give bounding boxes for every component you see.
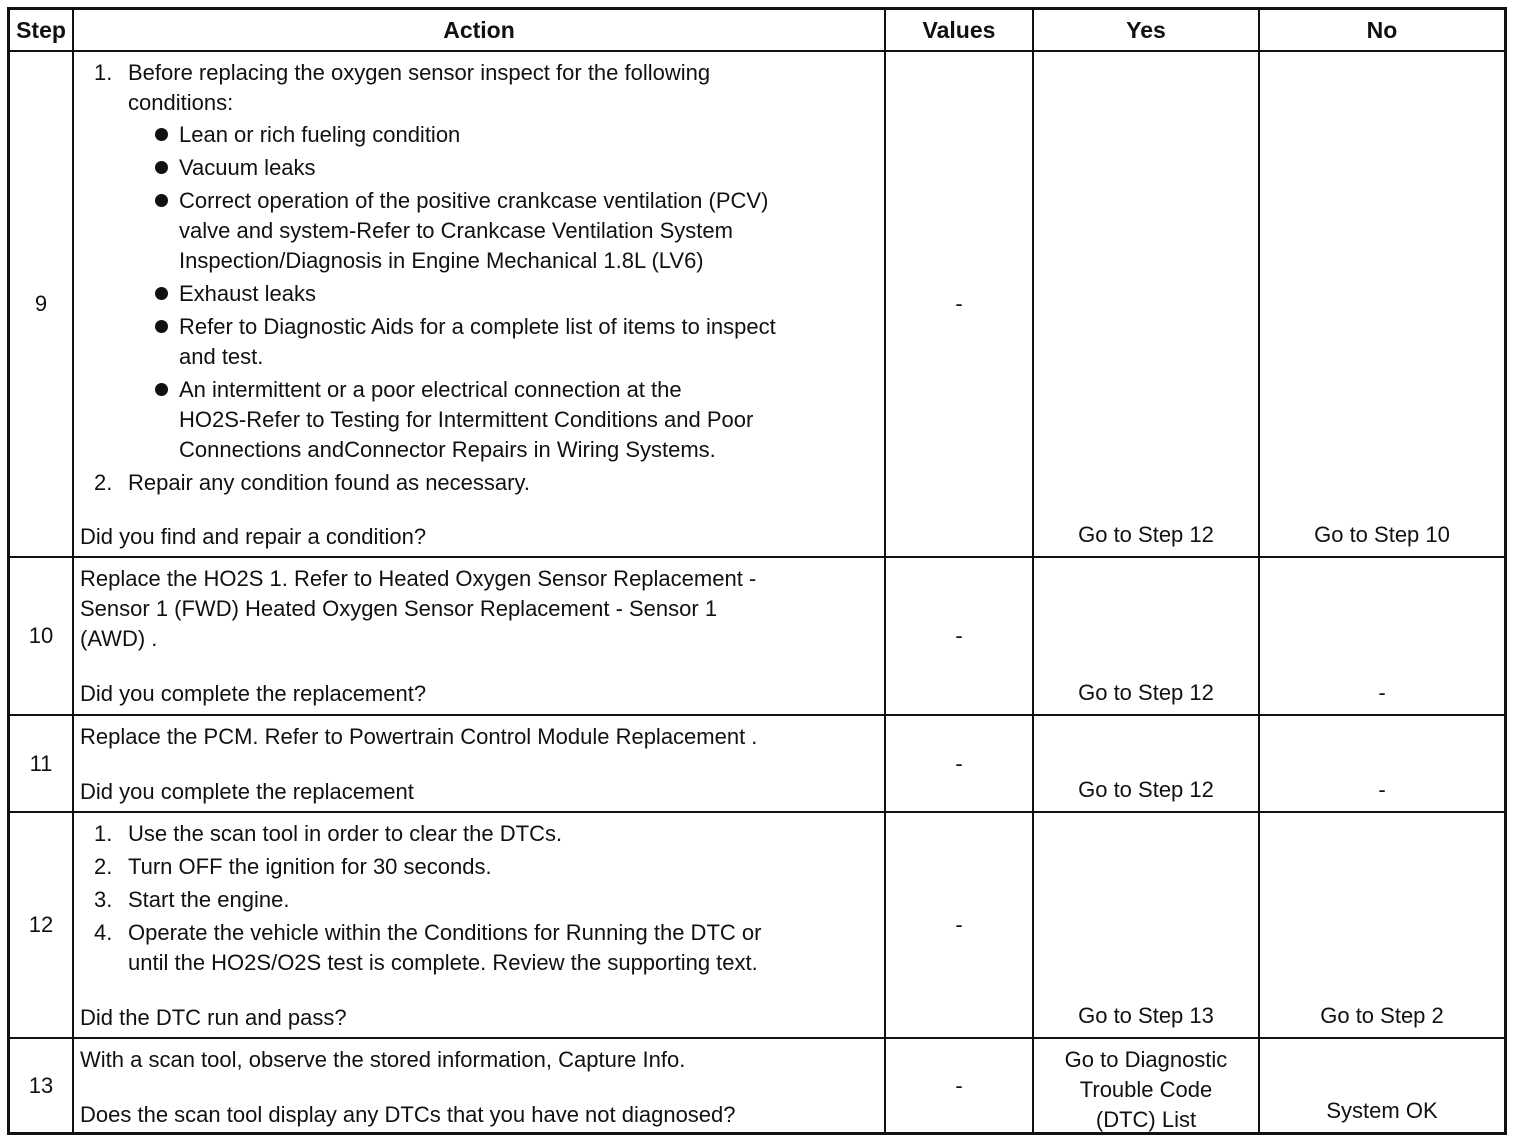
yes-cell: Go to Step 12 <box>1034 52 1260 556</box>
list-number: 2. <box>94 854 113 879</box>
action-text: Replace the HO2S 1. Refer to Heated Oxygen Sensor Replacement - <box>80 566 757 591</box>
bullet-icon <box>155 194 168 207</box>
yes-link-text: Go to Diagnostic <box>1064 1047 1228 1072</box>
bullet-icon <box>155 287 168 300</box>
list-item-text: Before replacing the oxygen sensor inspect for the following <box>128 60 711 85</box>
table-header-row <box>10 10 1504 52</box>
list-item-text: Operate the vehicle within the Conditions for Running the DTC or <box>128 920 762 945</box>
list-number: 4. <box>94 920 113 945</box>
action-question: Does the scan tool display any DTCs that you have not diagnosed? <box>80 1102 736 1127</box>
action-cell <box>74 558 886 714</box>
step-number: 11 <box>10 716 74 811</box>
list-item-text: conditions: <box>128 90 234 115</box>
list-number: 2. <box>94 470 113 495</box>
table-row-step-11 <box>10 716 1504 813</box>
yes-cell: Go to Step 13 <box>1034 813 1260 1037</box>
bullet-icon <box>155 128 168 141</box>
bullet-text: valve and system-Refer to Crankcase Ventilation System <box>179 218 733 243</box>
step-number: 13 <box>10 1039 74 1132</box>
header-action: Action <box>74 10 886 50</box>
yes-link-text: Trouble Code <box>1079 1077 1213 1102</box>
bullet-text: Correct operation of the positive crankcase ventilation (PCV) <box>179 188 769 213</box>
header-step: Step <box>10 10 74 50</box>
values-cell: - <box>886 52 1034 556</box>
no-cell: System OK <box>1326 1098 1438 1123</box>
action-question: Did you find and repair a condition? <box>80 524 427 549</box>
action-cell <box>74 716 886 811</box>
action-cell <box>74 52 886 556</box>
no-cell: Go to Step 10 <box>1314 522 1450 547</box>
table-row-step-13 <box>10 1039 1504 1132</box>
list-item-text: Repair any condition found as necessary. <box>128 470 530 495</box>
values-cell: - <box>886 716 1034 811</box>
bullet-icon <box>155 161 168 174</box>
no-cell: - <box>1378 680 1386 705</box>
list-number: 1. <box>94 821 113 846</box>
action-cell <box>74 1039 886 1132</box>
list-item-text: Turn OFF the ignition for 30 seconds. <box>128 854 492 879</box>
table-row-step-10 <box>10 558 1504 716</box>
bullet-text: Inspection/Diagnosis in Engine Mechanical 1.8L (LV6) <box>179 248 704 273</box>
values-cell: - <box>886 1039 1034 1132</box>
bullet-text: An intermittent or a poor electrical connection at the <box>179 377 682 402</box>
action-question: Did the DTC run and pass? <box>80 1005 347 1030</box>
action-question: Did you complete the replacement <box>80 779 414 804</box>
bullet-text: Vacuum leaks <box>179 155 316 180</box>
list-item-text: Use the scan tool in order to clear the DTCs. <box>128 821 563 846</box>
action-question: Did you complete the replacement? <box>80 681 427 706</box>
yes-cell <box>1034 1039 1260 1132</box>
bullet-text: and test. <box>179 344 264 369</box>
no-cell: - <box>1378 777 1386 802</box>
list-item-text: Start the engine. <box>128 887 290 912</box>
table-row-step-12 <box>10 813 1504 1039</box>
diagnostic-table <box>7 7 1507 1135</box>
bullet-icon <box>155 383 168 396</box>
bullet-text: Exhaust leaks <box>179 281 316 306</box>
values-cell: - <box>886 813 1034 1037</box>
yes-cell: Go to Step 12 <box>1034 558 1260 714</box>
action-text: Sensor 1 (FWD) Heated Oxygen Sensor Replacement - Sensor 1 <box>80 596 718 621</box>
list-item-text: until the HO2S/O2S test is complete. Review the supporting text. <box>128 950 758 975</box>
no-cell: Go to Step 2 <box>1320 1003 1444 1028</box>
table-row-step-9 <box>10 52 1504 558</box>
header-values: Values <box>886 10 1034 50</box>
step-number: 9 <box>10 52 74 556</box>
header-no: No <box>1366 16 1398 43</box>
yes-cell: Go to Step 12 <box>1034 716 1260 811</box>
list-number: 1. <box>94 60 113 85</box>
bullet-text: Connections andConnector Repairs in Wiring Systems. <box>179 437 716 462</box>
step-number: 12 <box>10 813 74 1037</box>
action-text: (AWD) . <box>80 626 158 651</box>
yes-link-text: (DTC) List <box>1095 1107 1197 1132</box>
bullet-text: Refer to Diagnostic Aids for a complete list of items to inspect <box>179 314 776 339</box>
values-cell: - <box>886 558 1034 714</box>
header-yes: Yes <box>1034 10 1260 50</box>
step-number: 10 <box>10 558 74 714</box>
list-number: 3. <box>94 887 113 912</box>
action-cell <box>74 813 886 1037</box>
bullet-text: HO2S-Refer to Testing for Intermittent Conditions and Poor <box>179 407 754 432</box>
action-text: With a scan tool, observe the stored information, Capture Info. <box>80 1047 686 1072</box>
action-text: Replace the PCM. Refer to Powertrain Control Module Replacement . <box>80 724 758 749</box>
bullet-text: Lean or rich fueling condition <box>179 122 461 147</box>
bullet-icon <box>155 320 168 333</box>
